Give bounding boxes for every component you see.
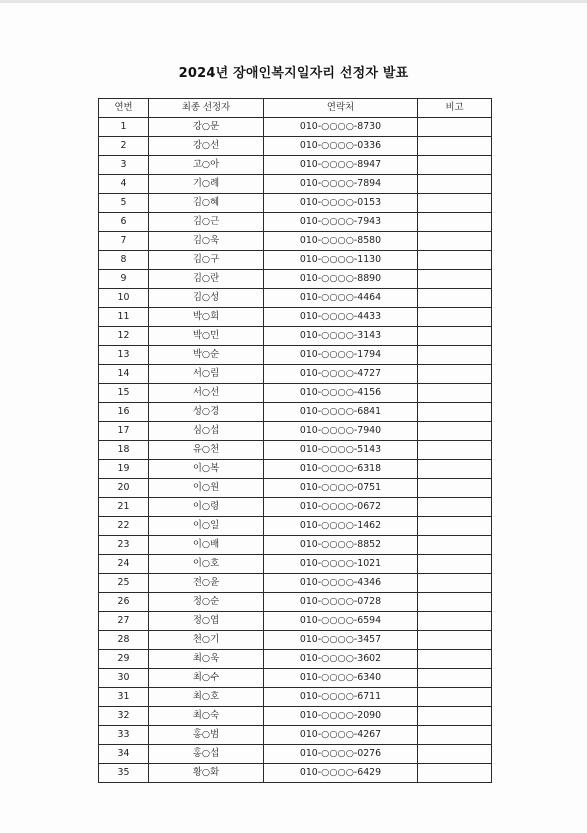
row-number: 9 <box>99 270 149 289</box>
table-row <box>99 384 492 403</box>
contact-number: 010-○○○○-0336 <box>264 137 418 156</box>
row-number: 34 <box>99 745 149 764</box>
contact-number: 010-○○○○-5143 <box>264 441 418 460</box>
contact-number: 010-○○○○-4433 <box>264 308 418 327</box>
selectee-name: 심○섭 <box>149 422 264 441</box>
table-row <box>99 479 492 498</box>
selectee-name: 김○란 <box>149 270 264 289</box>
remarks-cell <box>418 175 492 194</box>
row-number: 26 <box>99 593 149 612</box>
row-number: 13 <box>99 346 149 365</box>
selectee-name: 이○원 <box>149 479 264 498</box>
row-number: 7 <box>99 232 149 251</box>
row-number: 27 <box>99 612 149 631</box>
table-row <box>99 422 492 441</box>
remarks-cell <box>418 403 492 422</box>
row-number: 22 <box>99 517 149 536</box>
row-number: 25 <box>99 574 149 593</box>
contact-number: 010-○○○○-4346 <box>264 574 418 593</box>
table-row <box>99 289 492 308</box>
remarks-cell <box>418 346 492 365</box>
table-row <box>99 555 492 574</box>
remarks-cell <box>418 327 492 346</box>
remarks-cell <box>418 365 492 384</box>
contact-number: 010-○○○○-8947 <box>264 156 418 175</box>
row-number: 8 <box>99 251 149 270</box>
table-row <box>99 650 492 669</box>
contact-number: 010-○○○○-8730 <box>264 118 418 137</box>
table-row <box>99 764 492 783</box>
row-number: 14 <box>99 365 149 384</box>
remarks-cell <box>418 384 492 403</box>
table-row <box>99 232 492 251</box>
contact-number: 010-○○○○-8852 <box>264 536 418 555</box>
table-row <box>99 327 492 346</box>
selectee-name: 기○례 <box>149 175 264 194</box>
remarks-cell <box>418 631 492 650</box>
contact-number: 010-○○○○-4267 <box>264 726 418 745</box>
contact-number: 010-○○○○-3457 <box>264 631 418 650</box>
table-row <box>99 517 492 536</box>
remarks-cell <box>418 194 492 213</box>
contact-number: 010-○○○○-0153 <box>264 194 418 213</box>
contact-number: 010-○○○○-1130 <box>264 251 418 270</box>
row-number: 11 <box>99 308 149 327</box>
selectee-name: 최○수 <box>149 669 264 688</box>
remarks-cell <box>418 441 492 460</box>
remarks-cell <box>418 612 492 631</box>
selectee-name: 고○아 <box>149 156 264 175</box>
selectee-name: 박○민 <box>149 327 264 346</box>
selectee-name: 서○선 <box>149 384 264 403</box>
row-number: 2 <box>99 137 149 156</box>
selectee-name: 이○호 <box>149 555 264 574</box>
table-row <box>99 441 492 460</box>
row-number: 24 <box>99 555 149 574</box>
contact-number: 010-○○○○-6841 <box>264 403 418 422</box>
contact-number: 010-○○○○-7894 <box>264 175 418 194</box>
table-row <box>99 612 492 631</box>
row-number: 10 <box>99 289 149 308</box>
table-row <box>99 175 492 194</box>
table-header-row <box>99 99 492 118</box>
table-row <box>99 270 492 289</box>
row-number: 23 <box>99 536 149 555</box>
remarks-cell <box>418 593 492 612</box>
contact-number: 010-○○○○-6318 <box>264 460 418 479</box>
selectee-name: 이○배 <box>149 536 264 555</box>
row-number: 28 <box>99 631 149 650</box>
selectee-name: 박○희 <box>149 308 264 327</box>
contact-number: 010-○○○○-6340 <box>264 669 418 688</box>
table-row <box>99 745 492 764</box>
row-number: 29 <box>99 650 149 669</box>
remarks-cell <box>418 517 492 536</box>
table-row <box>99 593 492 612</box>
remarks-cell <box>418 574 492 593</box>
selectee-name: 이○일 <box>149 517 264 536</box>
remarks-cell <box>418 251 492 270</box>
document-title: 2024년 장애인복지일자리 선정자 발표 <box>178 66 409 81</box>
remarks-cell <box>418 137 492 156</box>
table-row <box>99 118 492 137</box>
row-number: 30 <box>99 669 149 688</box>
contact-number: 010-○○○○-7940 <box>264 422 418 441</box>
row-number: 3 <box>99 156 149 175</box>
remarks-cell <box>418 745 492 764</box>
table-row <box>99 498 492 517</box>
remarks-cell <box>418 764 492 783</box>
column-header-number: 연번 <box>99 99 149 118</box>
selectee-name: 성○경 <box>149 403 264 422</box>
table-row <box>99 460 492 479</box>
remarks-cell <box>418 156 492 175</box>
selectee-name: 유○천 <box>149 441 264 460</box>
row-number: 17 <box>99 422 149 441</box>
table-row <box>99 213 492 232</box>
table-row <box>99 669 492 688</box>
contact-number: 010-○○○○-0728 <box>264 593 418 612</box>
table-row <box>99 156 492 175</box>
remarks-cell <box>418 422 492 441</box>
table-row <box>99 308 492 327</box>
selectee-name: 강○선 <box>149 137 264 156</box>
contact-number: 010-○○○○-4727 <box>264 365 418 384</box>
selectee-table <box>98 98 492 783</box>
row-number: 15 <box>99 384 149 403</box>
table-row <box>99 536 492 555</box>
row-number: 12 <box>99 327 149 346</box>
selectee-name: 서○림 <box>149 365 264 384</box>
table-row <box>99 707 492 726</box>
contact-number: 010-○○○○-4156 <box>264 384 418 403</box>
remarks-cell <box>418 232 492 251</box>
contact-number: 010-○○○○-6429 <box>264 764 418 783</box>
contact-number: 010-○○○○-8890 <box>264 270 418 289</box>
contact-number: 010-○○○○-3143 <box>264 327 418 346</box>
selectee-name: 정○엽 <box>149 612 264 631</box>
row-number: 32 <box>99 707 149 726</box>
selectee-name: 최○호 <box>149 688 264 707</box>
remarks-cell <box>418 270 492 289</box>
row-number: 20 <box>99 479 149 498</box>
contact-number: 010-○○○○-2090 <box>264 707 418 726</box>
selectee-name: 최○욱 <box>149 650 264 669</box>
table-row <box>99 365 492 384</box>
contact-number: 010-○○○○-6711 <box>264 688 418 707</box>
selectee-name: 김○성 <box>149 289 264 308</box>
row-number: 16 <box>99 403 149 422</box>
selectee-name: 천○기 <box>149 631 264 650</box>
remarks-cell <box>418 460 492 479</box>
remarks-cell <box>418 308 492 327</box>
row-number: 1 <box>99 118 149 137</box>
table-row <box>99 194 492 213</box>
column-header-contact: 연락처 <box>264 99 418 118</box>
selectee-name: 김○욱 <box>149 232 264 251</box>
selectee-name: 이○복 <box>149 460 264 479</box>
selectee-name: 전○윤 <box>149 574 264 593</box>
row-number: 33 <box>99 726 149 745</box>
remarks-cell <box>418 213 492 232</box>
selectee-name: 이○령 <box>149 498 264 517</box>
column-header-name: 최종 선정자 <box>149 99 264 118</box>
remarks-cell <box>418 688 492 707</box>
remarks-cell <box>418 669 492 688</box>
table-row <box>99 726 492 745</box>
remarks-cell <box>418 118 492 137</box>
row-number: 18 <box>99 441 149 460</box>
contact-number: 010-○○○○-0672 <box>264 498 418 517</box>
table-body <box>99 118 492 783</box>
contact-number: 010-○○○○-7943 <box>264 213 418 232</box>
table-row <box>99 688 492 707</box>
contact-number: 010-○○○○-1021 <box>264 555 418 574</box>
row-number: 6 <box>99 213 149 232</box>
contact-number: 010-○○○○-3602 <box>264 650 418 669</box>
remarks-cell <box>418 650 492 669</box>
table-row <box>99 631 492 650</box>
selectee-name: 강○문 <box>149 118 264 137</box>
row-number: 21 <box>99 498 149 517</box>
scan-edge <box>0 0 587 3</box>
selectee-name: 김○혜 <box>149 194 264 213</box>
row-number: 5 <box>99 194 149 213</box>
contact-number: 010-○○○○-0751 <box>264 479 418 498</box>
remarks-cell <box>418 536 492 555</box>
column-header-remarks: 비고 <box>418 99 492 118</box>
row-number: 35 <box>99 764 149 783</box>
selectee-name: 박○순 <box>149 346 264 365</box>
selectee-name: 김○구 <box>149 251 264 270</box>
remarks-cell <box>418 726 492 745</box>
contact-number: 010-○○○○-8580 <box>264 232 418 251</box>
remarks-cell <box>418 498 492 517</box>
table-row <box>99 574 492 593</box>
table-row <box>99 251 492 270</box>
contact-number: 010-○○○○-0276 <box>264 745 418 764</box>
selectee-name: 최○숙 <box>149 707 264 726</box>
row-number: 4 <box>99 175 149 194</box>
remarks-cell <box>418 479 492 498</box>
selectee-name: 황○화 <box>149 764 264 783</box>
table-row <box>99 346 492 365</box>
table-row <box>99 137 492 156</box>
contact-number: 010-○○○○-6594 <box>264 612 418 631</box>
remarks-cell <box>418 555 492 574</box>
remarks-cell <box>418 289 492 308</box>
row-number: 31 <box>99 688 149 707</box>
remarks-cell <box>418 707 492 726</box>
selectee-name: 김○근 <box>149 213 264 232</box>
table-row <box>99 403 492 422</box>
contact-number: 010-○○○○-4464 <box>264 289 418 308</box>
contact-number: 010-○○○○-1794 <box>264 346 418 365</box>
selectee-name: 홍○섭 <box>149 745 264 764</box>
selectee-name: 홍○범 <box>149 726 264 745</box>
selectee-name: 정○순 <box>149 593 264 612</box>
row-number: 19 <box>99 460 149 479</box>
contact-number: 010-○○○○-1462 <box>264 517 418 536</box>
